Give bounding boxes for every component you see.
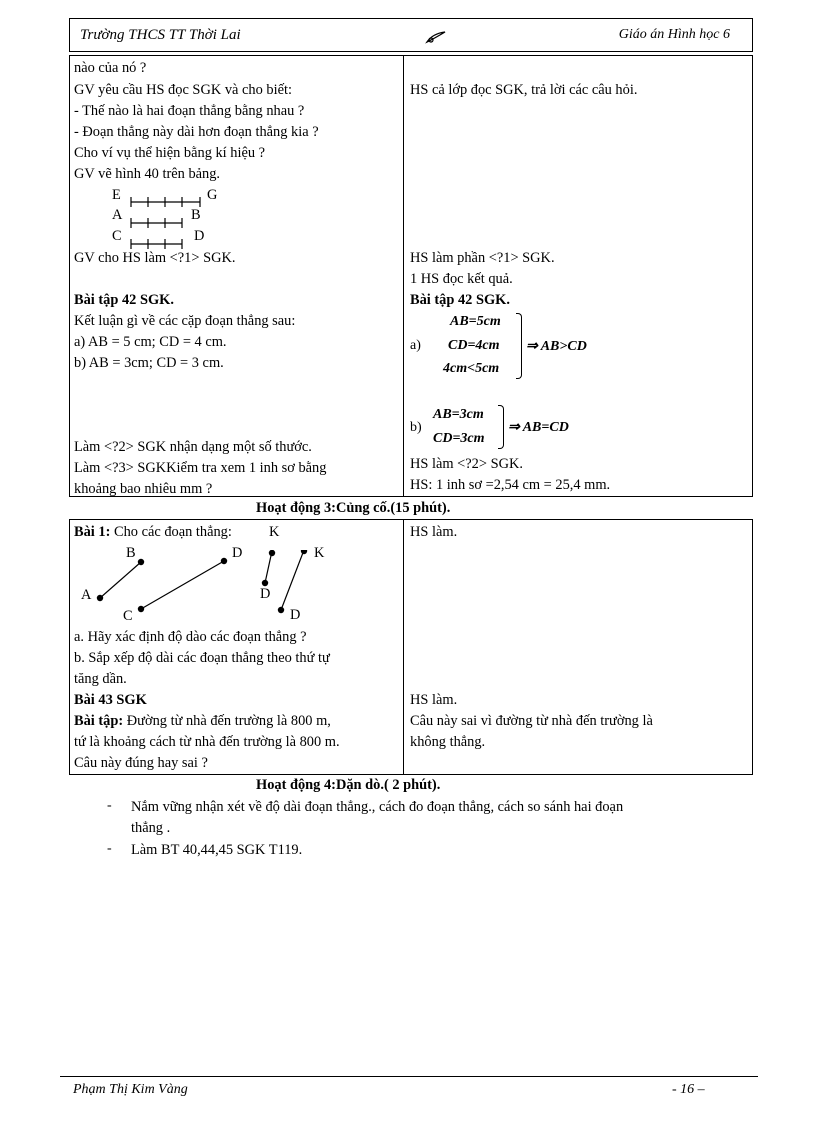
- bullet-marker: -: [107, 798, 112, 813]
- text-line: khoảng bao nhiêu mm ?: [74, 481, 213, 497]
- table2-divider: [403, 519, 404, 775]
- math-line: AB=5cm: [450, 314, 501, 329]
- text-line: HS: 1 inh sơ =2,54 cm = 25,4 mm.: [410, 477, 611, 493]
- fig-label-B: B: [126, 545, 136, 561]
- page-header: [69, 18, 753, 52]
- fig-label-K2: K: [314, 545, 325, 561]
- text-line: tăng dần.: [74, 671, 127, 687]
- footer-rule: [60, 1076, 758, 1077]
- text-line: a. Hãy xác định độ dào các đoạn thẳng ?: [74, 629, 307, 645]
- footer-author: Phạm Thị Kim Vàng: [73, 1082, 188, 1097]
- fig-label-D1: D: [232, 545, 243, 561]
- text-line: 1 HS đọc kết quả.: [410, 271, 513, 287]
- brace: [516, 313, 522, 379]
- math-line: 4cm<5cm: [443, 361, 500, 376]
- text-line: HS làm.: [410, 692, 458, 708]
- ruler-segments: [128, 190, 208, 250]
- text-line: GV vẽ hình 40 trên bảng.: [74, 166, 221, 182]
- fig-label-A: A: [81, 587, 92, 603]
- school-name: Trường THCS TT Thời Lai: [80, 27, 241, 43]
- text-line: HS làm <?2> SGK.: [410, 456, 523, 472]
- exercise-text: Bài tập: Đường từ nhà đến trường là 800 m,: [74, 713, 331, 729]
- text-line: Cho ví vụ thể hiện bằng kí hiệu ?: [74, 145, 266, 161]
- list-item: Làm BT 40,44,45 SGK T119.: [131, 842, 303, 858]
- exercise-43-title: Bài 43 SGK: [74, 692, 147, 708]
- math-result: ⇒ AB>CD: [526, 339, 587, 354]
- section-heading-3: Hoạt động 3:Củng cố.(15 phút).: [256, 500, 451, 516]
- text-line: Làm <?2> SGK nhận dạng một số thước.: [74, 439, 312, 455]
- fig-label-A: A: [112, 207, 123, 223]
- fig-label-D2: D: [260, 586, 271, 602]
- math-line: AB=3cm: [433, 407, 484, 422]
- fig-label-K1: K: [269, 524, 280, 540]
- text-line: HS cả lớp đọc SGK, trả lời các câu hỏi.: [410, 82, 638, 98]
- text-line: không thẳng.: [410, 734, 486, 750]
- fig-label-G: G: [207, 187, 218, 203]
- math-line: CD=3cm: [433, 431, 485, 446]
- text-line: Làm <?3> SGKKiểm tra xem 1 inh sơ bằng: [74, 460, 327, 476]
- part-label: b): [410, 420, 422, 435]
- table1-divider: [403, 55, 404, 497]
- text-line: GV yêu cầu HS đọc SGK và cho biết:: [74, 82, 292, 98]
- exercise-title: Bài tập 42 SGK.: [410, 292, 510, 308]
- text-line: nào của nó ?: [74, 60, 147, 76]
- subject-title: Giáo án Hình học 6: [618, 27, 730, 42]
- text-line: b) AB = 3cm; CD = 3 cm.: [74, 355, 224, 371]
- math-result: ⇒ AB=CD: [508, 420, 569, 435]
- list-item-cont: thẳng .: [131, 820, 171, 836]
- section-heading-4: Hoạt động 4:Dặn dò.( 2 phút).: [256, 777, 441, 793]
- segments-drawing: [90, 550, 320, 620]
- part-label: a): [410, 338, 421, 353]
- fig-label-C: C: [123, 608, 133, 624]
- fig-label-C: C: [112, 228, 122, 244]
- text-line: Kết luận gì về các cặp đoạn thẳng sau:: [74, 313, 296, 329]
- page-number: - 16 –: [672, 1082, 705, 1097]
- fig-label-D: D: [194, 228, 205, 244]
- fig-label-E: E: [112, 187, 121, 203]
- text-line: GV cho HS làm <?1> SGK.: [74, 250, 236, 266]
- text-line: Câu này sai vì đường từ nhà đến trường là: [410, 713, 653, 729]
- bullet-marker: -: [107, 841, 112, 856]
- brace: [498, 405, 504, 449]
- text-line: HS làm.: [410, 524, 458, 540]
- text-line: tứ là khoảng cách từ nhà đến trường là 800 m.: [74, 734, 340, 750]
- text-line: b. Sắp xếp độ dài các đoạn thẳng theo thứ tự: [74, 650, 330, 666]
- text-line: a) AB = 5 cm; CD = 4 cm.: [74, 334, 227, 350]
- text-line: Câu này đúng hay sai ?: [74, 755, 208, 771]
- quill-icon: [425, 30, 447, 44]
- list-item: Nắm vững nhận xét về độ dài đoạn thẳng., cách đo đoạn thẳng, cách so sánh hai đoạn: [131, 799, 624, 815]
- fig-label-B: B: [191, 207, 201, 223]
- text-line: HS làm phần <?1> SGK.: [410, 250, 555, 266]
- fig-label-D3: D: [290, 607, 301, 623]
- math-line: CD=4cm: [448, 338, 500, 353]
- text-line: - Thế nào là hai đoạn thẳng bằng nhau ?: [74, 103, 305, 119]
- exercise-title: Bài tập 42 SGK.: [74, 292, 174, 308]
- exercise-1-title: Bài 1: Cho các đoạn thẳng:: [74, 524, 232, 540]
- text-line: - Đoạn thẳng này dài hơn đoạn thẳng kia ?: [74, 124, 319, 140]
